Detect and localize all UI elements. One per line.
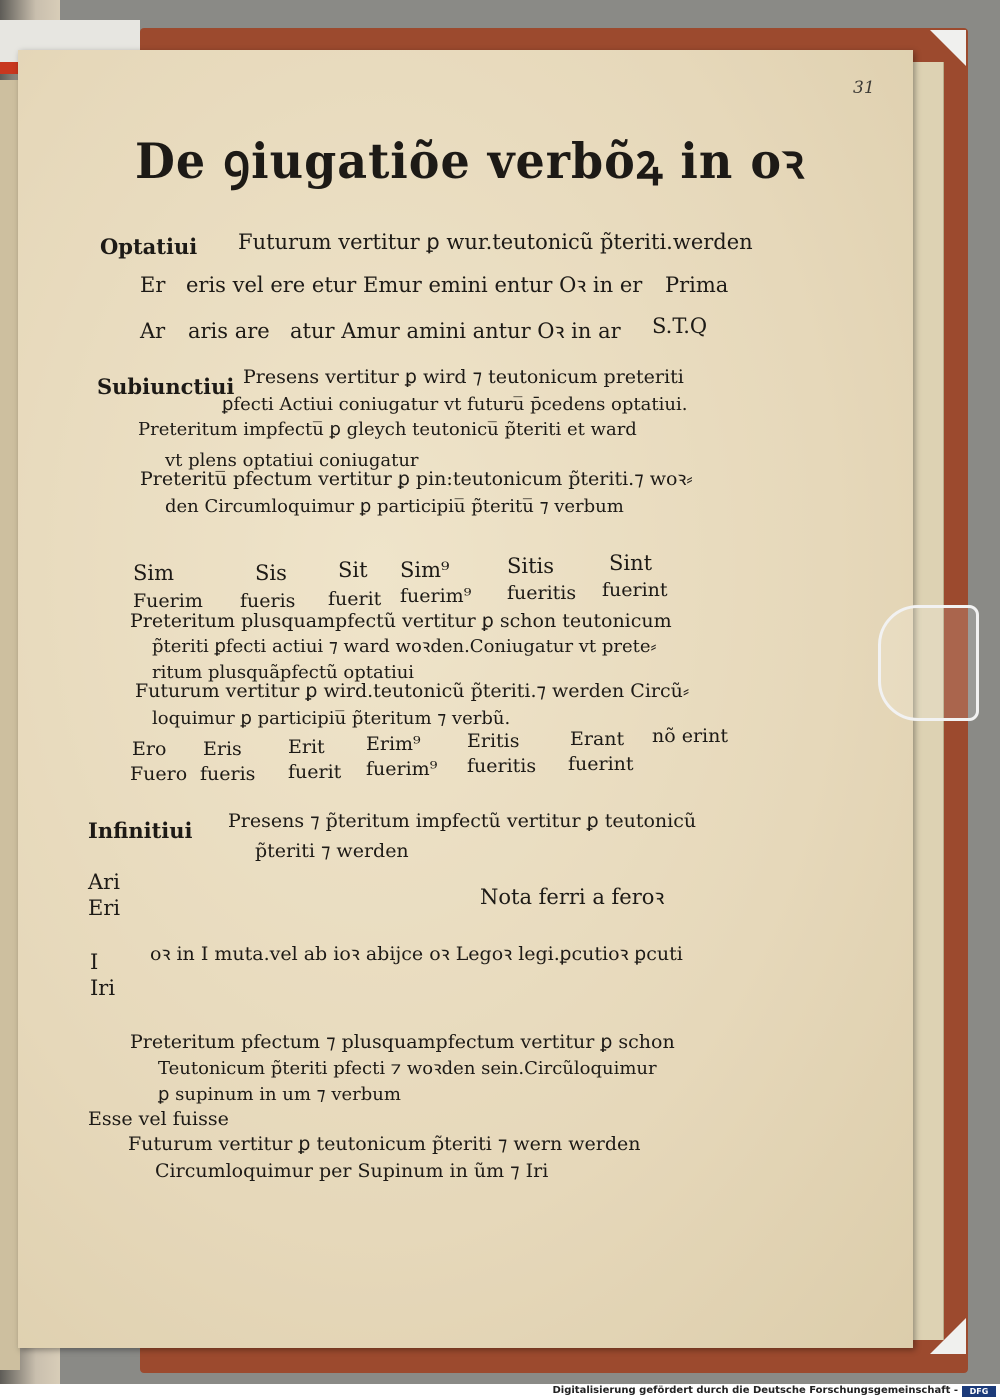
subiunctivi-line10: Futurum vertitur ꝑ wird.teutonicũ p̃teriti.⁊ werden Circũ⸗ xyxy=(135,680,690,702)
dfg-logo: DFG xyxy=(962,1386,996,1397)
simus-cell: Sim⁹ xyxy=(400,558,450,582)
optativi-line3d: S.T.Q xyxy=(652,314,708,338)
infinitivi-line8: Circumloquimur per Supinum in ũm ⁊ Iri xyxy=(155,1160,549,1182)
subiunctivi-line4: vt plens optatiui coniugatur xyxy=(165,450,419,471)
infinitivi-line7: Futurum vertitur ꝑ teutonicum p̃teriti ⁊ wern werden xyxy=(128,1133,641,1155)
subiunctivi-line2: ꝑfecti Actiui coniugatur vt futuru̅ p̄cedens optatiui. xyxy=(222,394,688,415)
page-title: De ꝯiugatiõe verbõꝝ in oꝛ xyxy=(135,132,805,190)
subiunctivi-label: Subiunctiui xyxy=(97,374,235,399)
infinitivi-line3: oꝛ in I muta.vel ab ioꝛ abijce oꝛ Legoꝛ legi.ꝑcutioꝛ ꝑcuti xyxy=(150,943,683,965)
eris-cell: Eris xyxy=(203,738,242,760)
fueris-cell: fueris xyxy=(240,590,296,612)
optativi-line2a: Er xyxy=(140,273,166,297)
optativi-line3a: Ar xyxy=(140,319,166,343)
optativi-line1: Futurum vertitur ꝑ wur.teutonicũ p̃teriti.werden xyxy=(238,230,753,254)
optativi-line2c: Prima xyxy=(665,273,729,297)
optativi-label: Optatiui xyxy=(100,234,198,259)
subiunctivi-line1: Presens vertitur ꝑ wird ⁊ teutonicum preteriti xyxy=(243,366,684,388)
optativi-line3b: aris are xyxy=(188,319,270,343)
infinitivi-line6: ꝑ supinum in um ⁊ verbum xyxy=(158,1084,401,1105)
left-page-edge xyxy=(0,80,20,1370)
subiunctivi-line9: ritum plusquãpfectũ optatiui xyxy=(152,662,415,683)
fuerimus2-cell: fuerim⁹ xyxy=(366,758,438,780)
sim-cell: Sim xyxy=(133,561,175,585)
infinitivi-line4: Preteritum pfectum ⁊ plusquampfectum vertitur ꝑ schon xyxy=(130,1031,675,1053)
nota-ferri: Nota ferri a feroꝛ xyxy=(480,885,665,909)
fuerim-cell: Fuerim xyxy=(133,590,203,612)
sitis-cell: Sitis xyxy=(507,554,555,578)
optativi-line3c: atur Amur amini antur Oꝛ in ar xyxy=(290,319,621,343)
fuerint2-cell: fuerint xyxy=(568,753,634,775)
non-erint-cell: nõ erint xyxy=(652,725,728,747)
eritis-cell: Eritis xyxy=(467,730,520,752)
fueritis-cell: fueritis xyxy=(507,582,577,604)
sint-cell: Sint xyxy=(609,551,653,575)
folio-number: 31 xyxy=(853,78,875,98)
i-ending: I xyxy=(90,950,99,974)
fuerimus-cell: fuerim⁹ xyxy=(400,585,472,607)
esse-vel-fuisse: Esse vel fuisse xyxy=(88,1108,229,1130)
infinitivi-line2: p̃teriti ⁊ werden xyxy=(255,840,409,862)
fuerint-cell: fuerint xyxy=(602,579,668,601)
sit-cell: Sit xyxy=(338,558,368,582)
infinitivi-line5: Teutonicum p̃teriti pfecti ⁊ woꝛden sein.Circũloquimur xyxy=(158,1058,657,1079)
fueris2-cell: fueris xyxy=(200,763,256,785)
erant-cell: Erant xyxy=(570,728,625,750)
sis-cell: Sis xyxy=(255,561,287,585)
optativi-line2b: eris vel ere etur Emur emini entur Oꝛ in er xyxy=(186,273,643,297)
subiunctivi-line6: den Circumloquimur ꝑ participiu̅ p̃teritu̅ ⁊ verbum xyxy=(165,496,624,517)
ari-ending: Ari xyxy=(88,870,120,894)
infinitivi-label: Infinitiui xyxy=(88,818,193,843)
fueritis2-cell: fueritis xyxy=(467,755,537,777)
subiunctivi-line8: p̃teriti ꝑfecti actiui ⁊ ward woꝛden.Coniugatur vt prete⸗ xyxy=(152,636,657,657)
subiunctivi-line5: Preteritu̅ pfectum vertitur ꝑ pin:teutonicum p̃teriti.⁊ woꝛ⸗ xyxy=(140,468,693,490)
ero-cell: Ero xyxy=(132,738,167,760)
eri-ending: Eri xyxy=(88,896,121,920)
erit-cell: Erit xyxy=(288,736,325,758)
infinitivi-line1: Presens ⁊ p̃teritum impfectũ vertitur ꝑ teutonicũ xyxy=(228,810,697,832)
fuero-cell: Fuero xyxy=(130,763,188,785)
fuerit2-cell: fuerit xyxy=(288,761,342,783)
footer-bar xyxy=(0,1384,1000,1399)
footer-credit: Digitalisierung gefördert durch die Deutsche Forschungsgemeinschaft - xyxy=(552,1385,958,1396)
fuerit-cell: fuerit xyxy=(328,588,382,610)
subiunctivi-line7: Preteritum plusquampfectũ vertitur ꝑ schon teutonicum xyxy=(130,610,672,632)
subiunctivi-line11: loquimur ꝑ participiu̅ p̃teritum ⁊ verbũ. xyxy=(152,708,511,729)
subiunctivi-line3: Preteritum impfectu̅ ꝑ gleych teutonicu̅ p̃teriti et ward xyxy=(138,419,637,440)
plastic-clip xyxy=(878,605,979,721)
erimus-cell: Erim⁹ xyxy=(366,733,421,755)
iri-ending: Iri xyxy=(90,976,116,1000)
